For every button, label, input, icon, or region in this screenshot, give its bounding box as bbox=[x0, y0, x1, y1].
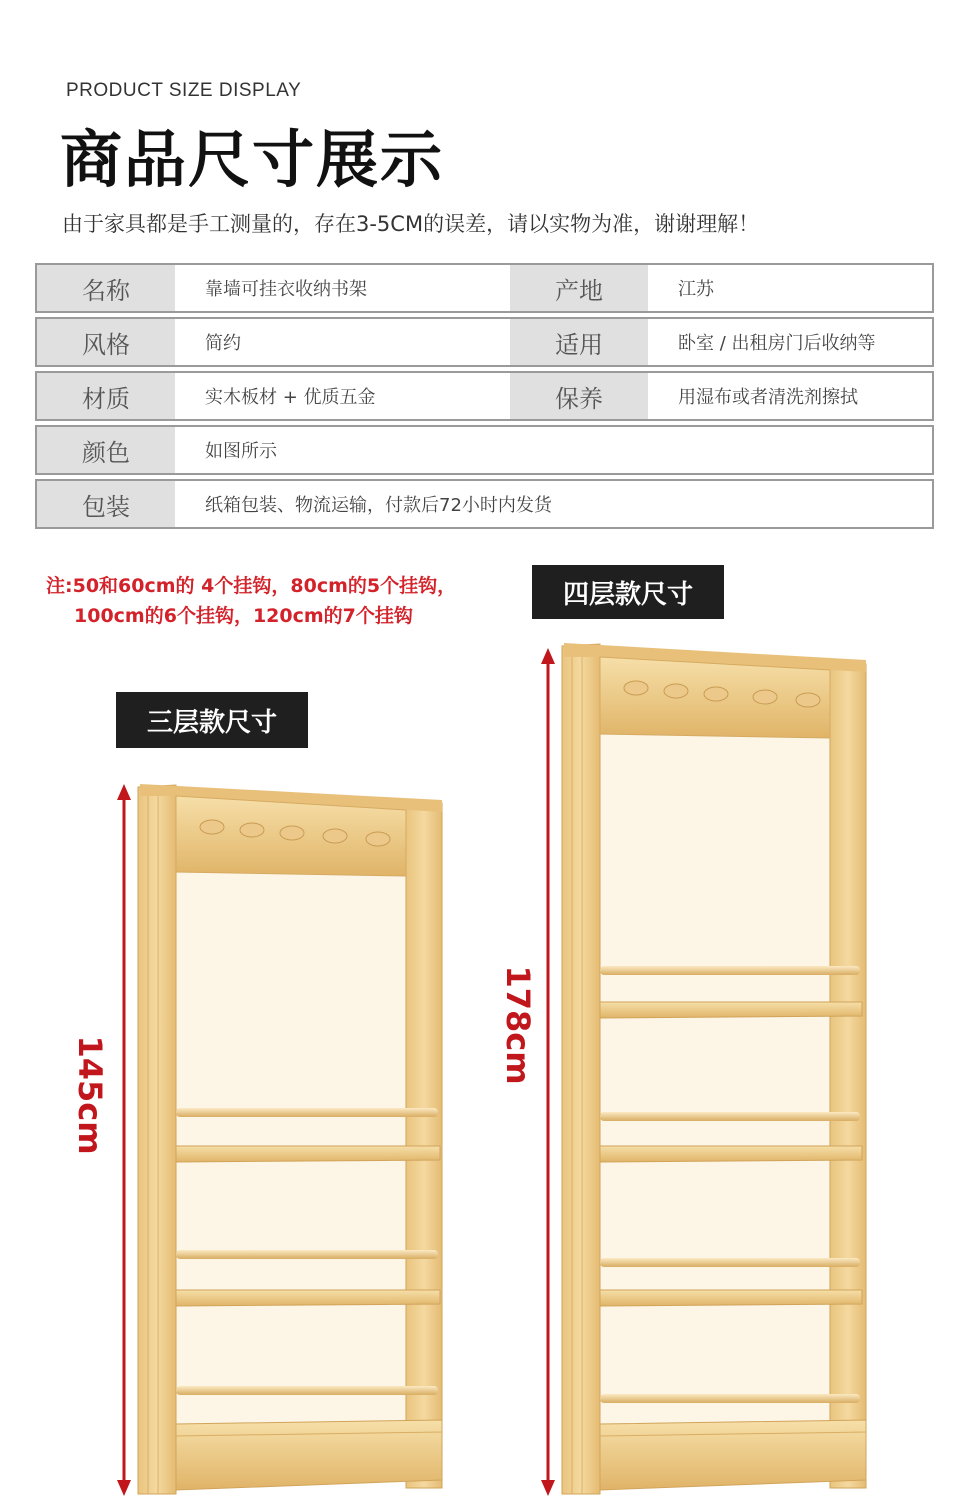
four-tier-height-label: 178cm bbox=[499, 965, 537, 1085]
spec-label: 保养 bbox=[510, 373, 648, 419]
four-tier-shelf bbox=[541, 643, 866, 1496]
spec-label: 适用 bbox=[510, 319, 648, 365]
note-line: 100cm的6个挂钩，120cm的7个挂钩 bbox=[74, 605, 413, 627]
spec-label: 风格 bbox=[37, 319, 175, 365]
three-tier-shelf bbox=[117, 784, 442, 1496]
spec-value: 江苏 bbox=[678, 279, 714, 300]
measurement-disclaimer: 由于家具都是手工测量的，存在3-5CM的误差，请以实物为准，谢谢理解！ bbox=[62, 212, 760, 236]
three-tier-badge: 三层款尺寸 bbox=[116, 692, 308, 748]
spec-value: 用湿布或者清洗剂擦拭 bbox=[678, 387, 858, 408]
spec-value: 靠墙可挂衣收纳书架 bbox=[205, 279, 367, 300]
spec-label: 材质 bbox=[37, 373, 175, 419]
spec-label: 产地 bbox=[510, 265, 648, 311]
spec-label: 名称 bbox=[37, 265, 175, 311]
section-subtitle-en: PRODUCT SIZE DISPLAY bbox=[66, 80, 302, 101]
four-tier-badge: 四层款尺寸 bbox=[532, 565, 724, 619]
spec-value: 纸箱包装、物流运输，付款后72小时内发货 bbox=[205, 495, 552, 516]
spec-value: 卧室 / 出租房门后收纳等 bbox=[678, 333, 876, 354]
spec-value: 如图所示 bbox=[205, 441, 277, 462]
note-line: 注:50和60cm的 4个挂钩，80cm的5个挂钩， bbox=[46, 575, 457, 597]
spec-value: 实木板材 + 优质五金 bbox=[205, 387, 376, 408]
three-tier-height-label: 145cm bbox=[71, 1035, 109, 1155]
spec-value: 简约 bbox=[205, 333, 241, 354]
section-title: 商品尺寸展示 bbox=[60, 123, 445, 196]
spec-label: 颜色 bbox=[37, 427, 175, 473]
spec-label: 包装 bbox=[37, 481, 175, 527]
